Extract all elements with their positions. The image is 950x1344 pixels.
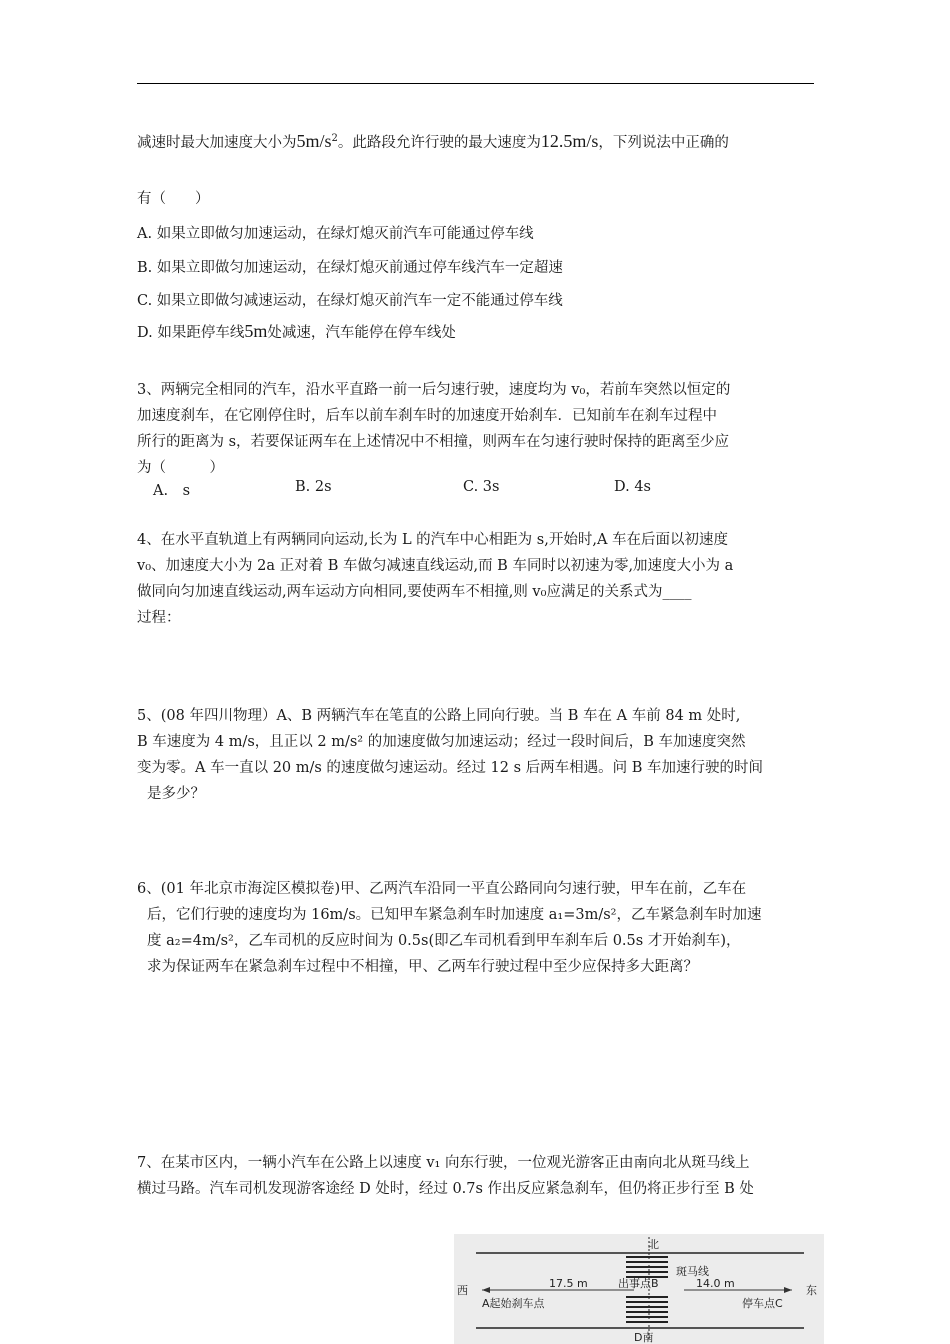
road-diagram: [454, 1234, 824, 1344]
q3-choice-c: C. 3s: [463, 479, 500, 495]
label-south: D南: [634, 1331, 654, 1344]
option-d-distance: 5m: [244, 321, 268, 341]
label-west: 西: [457, 1284, 468, 1297]
q4-line3: 做同向匀加速直线运动,两车运动方向相同,要使两车不相撞,则 v₀应满足的关系式为____: [137, 584, 692, 600]
option-d: [137, 321, 456, 342]
header-rule: [137, 83, 814, 84]
q5-line3: 变为零。A 车一直以 20 m/s 的速度做匀速运动。经过 12 s 后两车相遇。问 B 车加速行驶的时间: [137, 760, 764, 776]
q4-line4: 过程：: [137, 610, 181, 626]
option-a: A. 如果立即做匀加速运动，在绿灯熄灭前汽车可能通过停车线: [137, 226, 534, 242]
question-4: [137, 527, 815, 631]
q5-line1: 5、(08 年四川物理）A、B 两辆汽车在笔直的公路上同向行驶。当 B 车在 A 车前 84 m 处时,: [137, 708, 741, 724]
q-prev-line2: 有（ ）: [137, 191, 210, 207]
q6-line4: 求为保证两车在紧急刹车过程中不相撞，甲、乙两车行驶过程中至少应保持多大距离？: [147, 959, 698, 975]
q3-line3: 所行的距离为 s，若要保证两车在上述情况中不相撞，则两车在匀速行驶时保持的距离至少应: [137, 434, 730, 450]
q5-line2: B 车速度为 4 m/s，且正以 2 m/s² 的加速度做匀加速运动；经过一段时间后，B 车加速度突然: [137, 734, 746, 750]
dim-arrow-right: [784, 1287, 792, 1293]
question-6: [137, 876, 815, 980]
exponent: 2: [331, 133, 338, 144]
label-accident: 出事点B: [618, 1277, 659, 1290]
q3-choice-b: B. 2s: [295, 479, 332, 495]
question-5: [137, 703, 815, 807]
option-d-text-a: D. 如果距停车线: [137, 325, 245, 341]
label-dist2: 14.0 m: [696, 1277, 735, 1290]
q7-line1: 7、在某市区内，一辆小汽车在公路上以速度 v₁ 向东行驶，一位观光游客正由南向北从斑马线上: [137, 1155, 750, 1171]
option-d-text-b: 处减速，汽车能停在停车线处: [267, 325, 456, 341]
q3-choice-d: D. 4s: [614, 479, 651, 495]
q-prev-text-a: 减速时最大加速度大小为: [137, 134, 297, 151]
label-zebra: 斑马线: [676, 1265, 709, 1278]
label-north: 北: [648, 1238, 659, 1251]
q5-line4: 是多少？: [147, 786, 205, 802]
q7-line2: 横过马路。汽车司机发现游客途经 D 处时，经过 0.7s 作出反应紧急刹车，但仍将正步行至 B 处: [137, 1181, 754, 1197]
q-prev-text-b: 。此路段允许行驶的最大速度为: [337, 134, 541, 151]
dim-arrow-left: [482, 1287, 490, 1293]
q3-line4: 为（ ）: [137, 460, 224, 476]
road-diagram-svg: [454, 1234, 824, 1344]
question-7: [137, 1150, 815, 1202]
q6-line3: 度 a₂=4m/s²，乙车司机的反应时间为 0.5s(即乙车司机看到甲车刹车后 0.5s 才开始刹车)，: [147, 933, 741, 949]
label-start: A起始刹车点: [482, 1297, 545, 1310]
q4-line1: 4、在水平直轨道上有两辆同向运动,长为 L 的汽车中心相距为 s,开始时,A 车在后面以初速度: [137, 532, 729, 548]
max-decel-value: 5m/s: [296, 130, 332, 151]
label-east: 东: [806, 1284, 817, 1297]
q6-line1: 6、(01 年北京市海淀区模拟卷)甲、乙两汽车沿同一平直公路同向匀速行驶，甲车在前，乙车在: [137, 881, 747, 897]
option-b: B. 如果立即做匀加速运动，在绿灯熄灭前通过停车线汽车一定超速: [137, 260, 563, 276]
q6-line2: 后，它们行驶的速度均为 16m/s。已知甲车紧急刹车时加速度 a₁=3m/s²，乙车紧急刹车时加速: [147, 907, 762, 923]
q4-line2: v₀、加速度大小为 2a 正对着 B 车做匀减速直线运动,而 B 车同时以初速为零,加速度大小为 a: [137, 558, 734, 574]
question-3: [137, 377, 815, 481]
q-prev-text-c: ，下列说法中正确的: [598, 134, 729, 151]
label-stop: 停车点C: [742, 1297, 783, 1310]
q3-line2: 加速度刹车，在它刚停住时，后车以前车刹车时的加速度开始刹车．已知前车在刹车过程中: [137, 408, 717, 424]
q3-line1: 3、两辆完全相同的汽车，沿水平直路一前一后匀速行驶，速度均为 v₀，若前车突然以恒定的: [137, 382, 731, 398]
max-speed-value: 12.5m/s: [540, 130, 599, 151]
option-c: C. 如果立即做匀减速运动，在绿灯熄灭前汽车一定不能通过停车线: [137, 293, 563, 309]
label-dist1: 17.5 m: [549, 1277, 588, 1290]
q-prev-line1: [137, 126, 815, 156]
q3-choice-a: A. s: [153, 483, 191, 499]
